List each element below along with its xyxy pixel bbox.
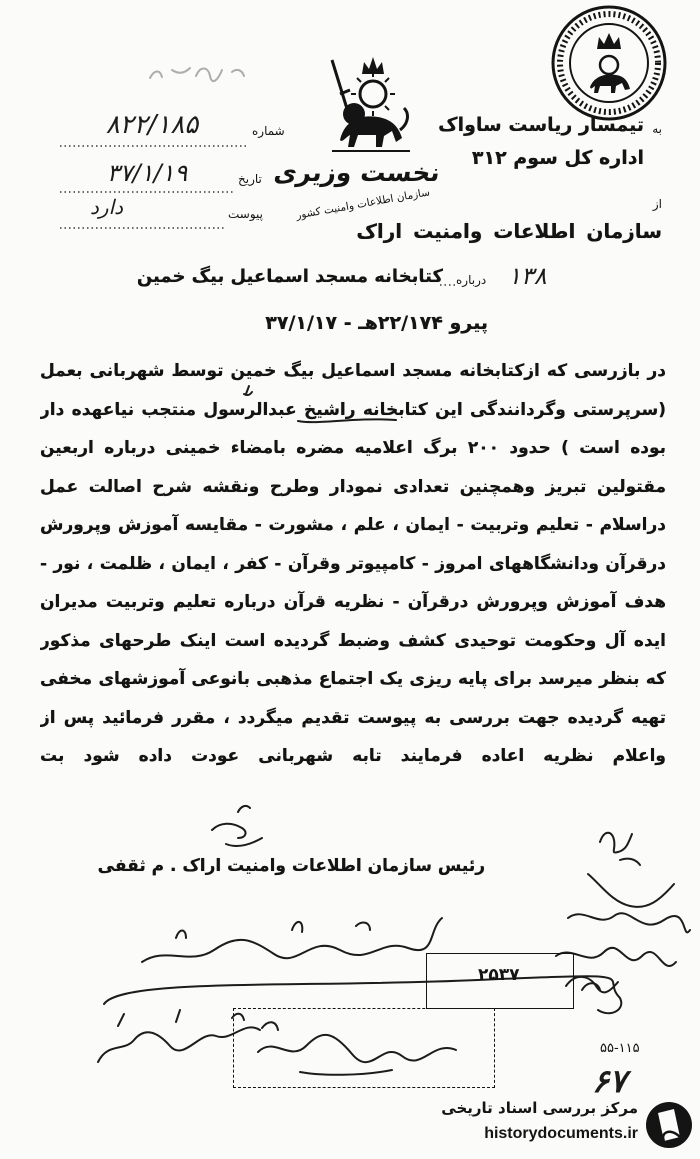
handwritten-referral-note [142,918,442,962]
emblem-crown [362,57,384,74]
number-label: شماره [252,124,285,138]
body-line: که بنظر میرسد برای پایه ریزی یک اجتماع مذهبی بانوعی آموزشهای مخفی [40,669,666,689]
registry-stamp-number: ۲۵۳۷ [478,965,520,985]
body-line: دراسلام - تعلیم وتربیت - ایمان ، علم ، مشورت - مقایسه آموزش وپرورش [40,515,666,535]
to-label: به [652,122,662,136]
archive-code: ۵۵-۱۱۵ [600,1041,640,1056]
letter-number: ۸۲۲/۱۸۵ [105,110,199,140]
ministry-title: نخست وزیری [272,158,443,187]
body-line: واعلام نظریه اعاده فرمایند تابه شهربانی عودت داده شود بت [40,746,666,766]
page-number: ۶۷ [592,1062,627,1100]
body-line: (سرپرستی وگردانندگی این کتابخانه راشیخ عبدالرسول منتجب نیاعهده دار [40,399,666,420]
organization-name: سازمان اطلاعات وامنیت کشور [295,186,431,222]
watermark-title: مرکز بررسی اسناد تاریخی [441,1099,638,1117]
watermark-url: historydocuments.ir [484,1125,638,1142]
body-line: بوده است ) حدود ۲۰۰ برگ اعلامیه مضره بامضاء خمینی درباره اربعین [40,438,666,458]
sender: سازمان اطلاعات وامنیت اراک [356,219,662,243]
from-label: از [652,197,662,211]
subject-handwritten-note: ۱۳۸ [508,262,547,290]
attachment-label: پیوست [228,207,263,221]
letter-date: ۳۷/۱/۱۹ [106,159,188,187]
round-seal-icon [546,3,672,123]
department: اداره کل سوم ۳۱۲ [471,147,644,169]
seal-sun [600,56,618,74]
emblem-lion-tail [400,108,407,130]
recipient: تیمسار ریاست ساواک [438,114,644,136]
body-line: ایده آل وحکومت توحیدی کشف وضبط گردیده است اینک طرحهای مذکور [40,630,666,651]
date-label: تاریخ [238,172,262,186]
body-line: درقرآن ودانشگاههای امروز - کامپیوتر وقرآن - کفر ، ایمان ، ظلمت ، نور - [40,553,666,574]
body-line: در بازرسی که ازکتابخانه مسجد اسماعیل بیگ خمین توسط شهربانی بعمل [40,361,666,381]
seal-lion [590,75,630,94]
faint-handwritten-note [150,68,244,81]
handwritten-margin-note [556,833,690,993]
body-line: مقتولین تبریز وهمچنین تعدادی نمودار وطرح ونقشه شرح اصالت عمل [40,476,666,497]
handwritten-initials [582,983,600,990]
seal-dotted-ring [560,14,658,112]
subject: کتابخانه مسجد اسماعیل بیگ خمین [136,266,443,287]
reference-line: پیرو ۲۲/۱۷۴هـ - ۳۷/۱/۱۷ [265,312,488,334]
body-line: تهیه گردیده جهت بررسی به پیوست تقدیم میگردد ، مقرر فرمائید پس از [40,707,666,728]
signatory-line: رئیس سازمان اطلاعات وامنیت اراک . م ثقفی [97,856,485,876]
subject-label: درباره [456,273,487,287]
seal-crown [597,33,621,49]
emblem-sun [360,81,386,107]
emblem-sword [332,60,350,112]
page-curl-icon [644,1097,694,1153]
lion-and-sun-icon [318,50,418,155]
dashed-stamp [233,1008,495,1088]
signature-scribble [212,806,262,846]
attachment-value: دارد [90,195,124,219]
body-line: هدف آموزش وپرورش درقرآن - نظریه قرآن درباره تعلیم وتربیت مدیران [40,592,666,612]
letter-body [40,352,666,776]
